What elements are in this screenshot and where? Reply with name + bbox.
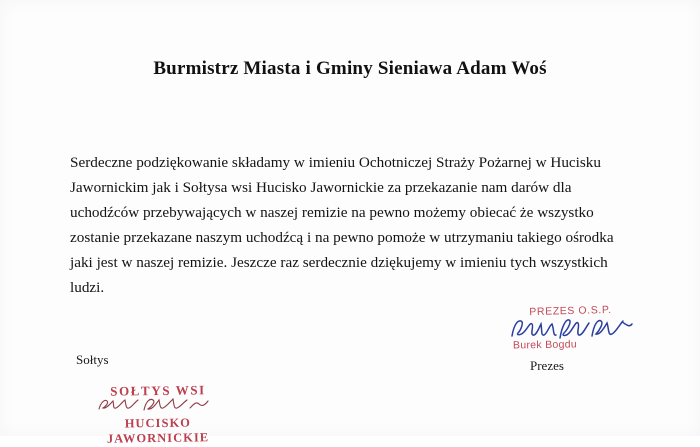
stamp-soltys-line1: SOŁTYS WSI (110, 382, 206, 399)
document-body-text: Serdeczne podziękowanie składamy w imieniu Ochotniczej Straży Pożarnej w Hucisku Jawornickim jak i Sołtysa wsi Hucisko Jawornickie za przekazanie nam darów dla uchodźców przebywających w naszej remizie na pewno możemy obiecać że wszystko zostanie przekazane naszym uchodźcą i na pewno pomoże w utrzymaniu takiego ośrodka jaki jest w naszej remizie. Jeszcze raz serdecznie dziękujemy w imieniu tych wszystkich ludzi. (70, 154, 614, 296)
signature-label-prezes: Prezes (530, 358, 564, 373)
stamp-soltys-line3: HUCISKO JAWORNICKIE (106, 415, 210, 446)
stamp-prezes-name: Burek Bogdu (512, 338, 578, 352)
stamp-prezes (503, 305, 638, 355)
stamp-soltys (78, 382, 238, 446)
stamp-prezes-header: PREZES O.S.P. (529, 303, 612, 319)
page-title: Burmistrz Miasta i Gminy Sieniawa Adam Woś (153, 58, 547, 79)
signature-label-soltys: Sołtys (76, 352, 109, 367)
